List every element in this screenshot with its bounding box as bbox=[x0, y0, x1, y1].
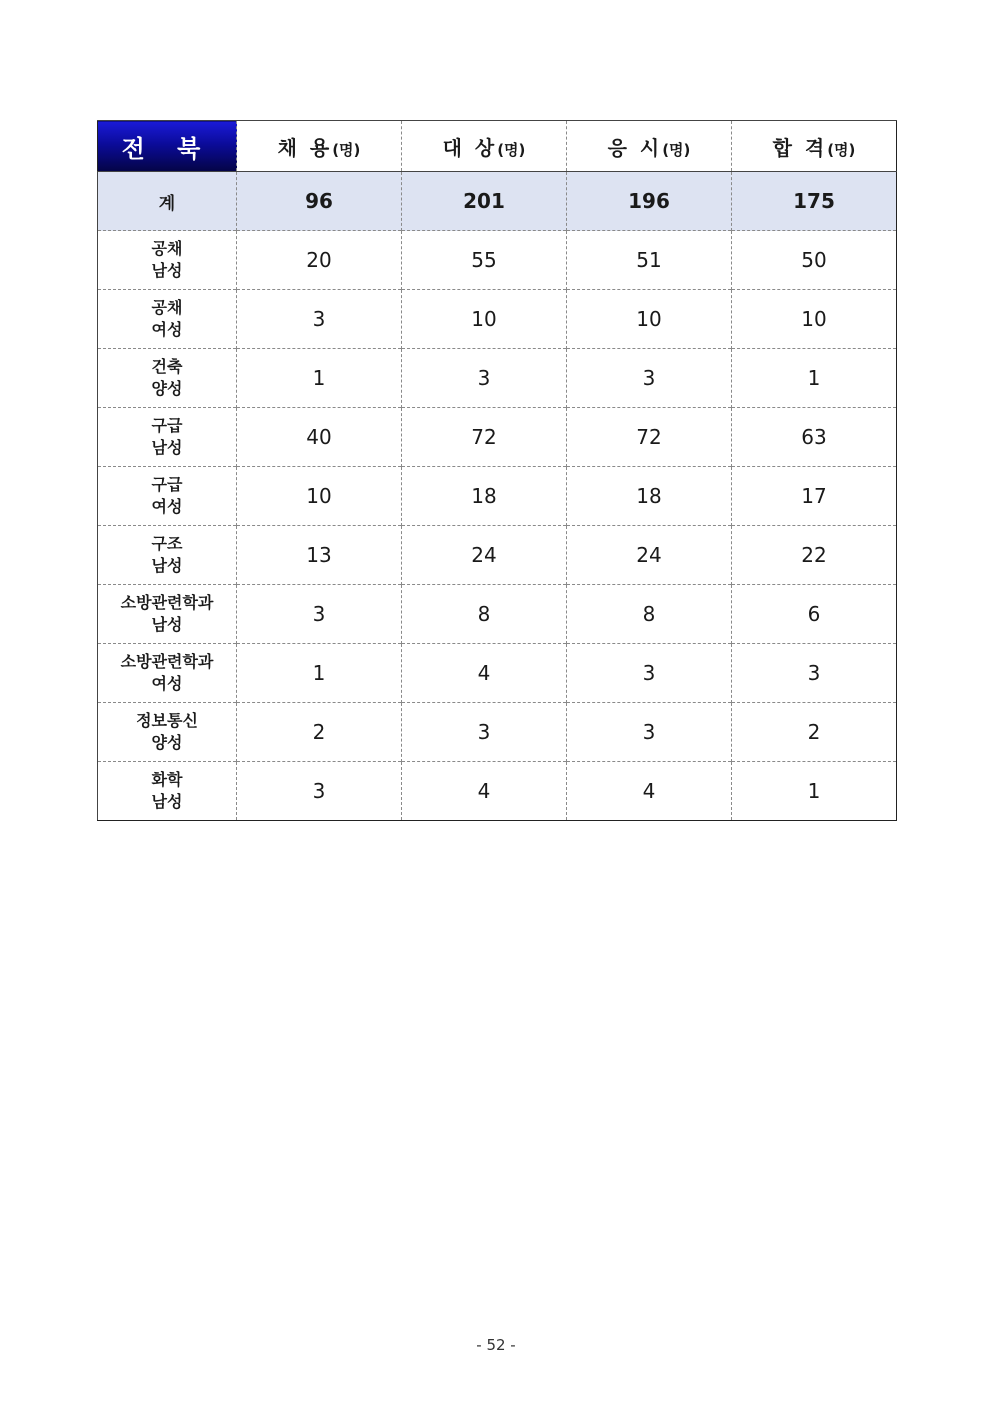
value-cell: 13 bbox=[237, 526, 402, 585]
category-name: 구급 bbox=[151, 475, 183, 494]
category-name: 공채 bbox=[151, 298, 183, 317]
value-cell: 10 bbox=[237, 467, 402, 526]
value-cell: 72 bbox=[402, 408, 567, 467]
page-number: - 52 - bbox=[476, 1336, 516, 1354]
column-header-unit: (명) bbox=[662, 140, 691, 159]
column-header-label: 대 상 bbox=[442, 135, 498, 160]
value-cell: 40 bbox=[237, 408, 402, 467]
value-cell: 3 bbox=[567, 703, 732, 762]
value-cell: 3 bbox=[402, 349, 567, 408]
value-cell: 3 bbox=[402, 703, 567, 762]
region-header-cell: 전 북 bbox=[98, 121, 237, 172]
category-gender: 남성 bbox=[151, 615, 183, 634]
total-cell: 196 bbox=[567, 172, 732, 231]
table-row bbox=[98, 231, 897, 290]
table-header-row bbox=[98, 121, 897, 172]
value-cell: 1 bbox=[237, 644, 402, 703]
table-row bbox=[98, 644, 897, 703]
value-cell: 8 bbox=[567, 585, 732, 644]
row-category-label bbox=[98, 349, 237, 408]
category-gender: 양성 bbox=[151, 379, 183, 398]
row-category-label bbox=[98, 467, 237, 526]
value-cell: 4 bbox=[567, 762, 732, 821]
column-header-unit: (명) bbox=[827, 140, 856, 159]
column-header-label: 합 격 bbox=[772, 135, 828, 160]
table-row bbox=[98, 408, 897, 467]
total-cell: 175 bbox=[732, 172, 897, 231]
column-header-applied bbox=[567, 121, 732, 172]
column-header-target bbox=[402, 121, 567, 172]
value-cell: 63 bbox=[732, 408, 897, 467]
value-cell: 3 bbox=[567, 644, 732, 703]
category-name: 구조 bbox=[151, 534, 183, 553]
value-cell: 1 bbox=[732, 762, 897, 821]
value-cell: 24 bbox=[402, 526, 567, 585]
value-cell: 1 bbox=[237, 349, 402, 408]
column-header-unit: (명) bbox=[497, 140, 526, 159]
category-gender: 남성 bbox=[151, 261, 183, 280]
total-row bbox=[98, 172, 897, 231]
category-gender: 남성 bbox=[151, 792, 183, 811]
category-name: 화학 bbox=[151, 770, 183, 789]
category-gender: 여성 bbox=[151, 320, 183, 339]
column-header-passed bbox=[732, 121, 897, 172]
value-cell: 18 bbox=[567, 467, 732, 526]
column-header-recruit bbox=[237, 121, 402, 172]
value-cell: 51 bbox=[567, 231, 732, 290]
row-category-label bbox=[98, 762, 237, 821]
recruitment-stats-table bbox=[97, 120, 897, 821]
category-name: 공채 bbox=[151, 239, 183, 258]
total-label: 계 bbox=[98, 172, 237, 231]
value-cell: 2 bbox=[732, 703, 897, 762]
value-cell: 4 bbox=[402, 762, 567, 821]
category-name: 소방관련학과 bbox=[120, 593, 214, 612]
table-row bbox=[98, 349, 897, 408]
value-cell: 3 bbox=[732, 644, 897, 703]
value-cell: 17 bbox=[732, 467, 897, 526]
value-cell: 24 bbox=[567, 526, 732, 585]
total-cell: 201 bbox=[402, 172, 567, 231]
row-category-label bbox=[98, 231, 237, 290]
value-cell: 4 bbox=[402, 644, 567, 703]
category-gender: 여성 bbox=[151, 674, 183, 693]
row-category-label bbox=[98, 585, 237, 644]
value-cell: 6 bbox=[732, 585, 897, 644]
value-cell: 3 bbox=[567, 349, 732, 408]
table-row bbox=[98, 585, 897, 644]
value-cell: 22 bbox=[732, 526, 897, 585]
row-category-label bbox=[98, 290, 237, 349]
column-header-label: 채 용 bbox=[277, 135, 333, 160]
value-cell: 3 bbox=[237, 762, 402, 821]
value-cell: 3 bbox=[237, 290, 402, 349]
total-cell: 96 bbox=[237, 172, 402, 231]
row-category-label bbox=[98, 408, 237, 467]
value-cell: 10 bbox=[567, 290, 732, 349]
value-cell: 1 bbox=[732, 349, 897, 408]
category-name: 구급 bbox=[151, 416, 183, 435]
table-row bbox=[98, 467, 897, 526]
value-cell: 72 bbox=[567, 408, 732, 467]
value-cell: 2 bbox=[237, 703, 402, 762]
category-gender: 여성 bbox=[151, 497, 183, 516]
value-cell: 10 bbox=[402, 290, 567, 349]
value-cell: 10 bbox=[732, 290, 897, 349]
column-header-unit: (명) bbox=[332, 140, 361, 159]
value-cell: 18 bbox=[402, 467, 567, 526]
row-category-label bbox=[98, 526, 237, 585]
value-cell: 8 bbox=[402, 585, 567, 644]
category-name: 건축 bbox=[151, 357, 183, 376]
table-row bbox=[98, 762, 897, 821]
column-header-label: 응 시 bbox=[607, 135, 663, 160]
value-cell: 3 bbox=[237, 585, 402, 644]
row-category-label bbox=[98, 703, 237, 762]
category-name: 소방관련학과 bbox=[120, 652, 214, 671]
table-row bbox=[98, 703, 897, 762]
value-cell: 50 bbox=[732, 231, 897, 290]
value-cell: 20 bbox=[237, 231, 402, 290]
category-gender: 양성 bbox=[151, 733, 183, 752]
table-row bbox=[98, 290, 897, 349]
value-cell: 55 bbox=[402, 231, 567, 290]
table-row bbox=[98, 526, 897, 585]
row-category-label bbox=[98, 644, 237, 703]
category-gender: 남성 bbox=[151, 438, 183, 457]
category-gender: 남성 bbox=[151, 556, 183, 575]
category-name: 정보통신 bbox=[136, 711, 198, 730]
